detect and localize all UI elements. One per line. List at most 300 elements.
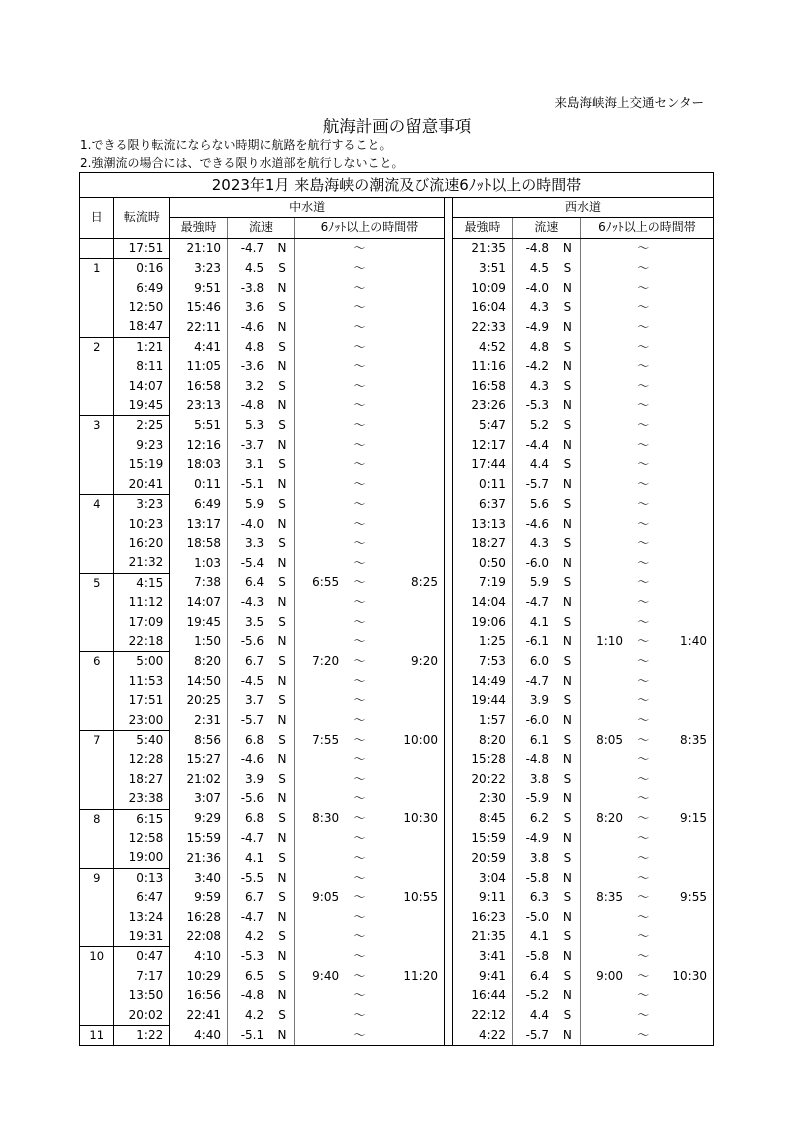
header-nakasuido: 中水道: [170, 198, 445, 218]
cell-nishi-from: [580, 848, 629, 868]
table-row: [80, 809, 714, 829]
cell-nishi-max: 6:37: [453, 495, 513, 515]
cell-nishi-tilde: ～: [637, 752, 650, 767]
cell-nishi-speed: 4.4: [529, 1007, 549, 1022]
cell-naka-tilde: ～: [353, 909, 366, 924]
cell-naka-tilde: ～: [353, 418, 366, 433]
cell-naka-from: [294, 455, 345, 474]
cell-nishi-direction: S: [555, 652, 580, 672]
cell-day: [80, 377, 114, 396]
cell-naka-max: 22:11: [170, 317, 228, 337]
cell-naka-to: [374, 475, 445, 495]
cell-nishi-max: 0:11: [453, 475, 513, 495]
cell-naka-tilde: ～: [353, 359, 366, 374]
table-row: [80, 730, 714, 750]
cell-naka-direction: S: [270, 967, 294, 986]
cell-day: [80, 691, 114, 710]
cell-nishi-from: [580, 436, 629, 455]
table-row: [80, 436, 714, 455]
cell-nishi-from: [580, 357, 629, 376]
cell-nishi-speed: 4.8: [529, 339, 549, 354]
cell-naka-tilde: ～: [353, 949, 366, 964]
cell-naka-from: [294, 279, 345, 298]
cell-naka-to: [374, 1026, 445, 1046]
cell-turn: 16:20: [114, 534, 170, 553]
cell-nishi-to: [657, 908, 713, 927]
cell-nishi-speed: 6.3: [529, 890, 549, 905]
table-row: [80, 947, 714, 967]
cell-turn: 12:28: [114, 750, 170, 769]
cell-turn: 23:38: [114, 789, 170, 809]
cell-naka-direction: N: [270, 317, 294, 337]
table-caption: 2023年1月 来島海峡の潮流及び流速6ﾉｯﾄ以上の時間帯: [80, 173, 714, 198]
cell-nishi-direction: S: [555, 730, 580, 750]
table-row: [80, 357, 714, 376]
cell-nishi-tilde: ～: [637, 595, 650, 610]
cell-nishi-direction: N: [555, 868, 580, 888]
cell-nishi-speed: -5.9: [525, 791, 549, 806]
cell-naka-to: [374, 711, 445, 731]
cell-nishi-tilde: ～: [637, 654, 650, 669]
cell-naka-max: 8:56: [170, 730, 228, 750]
cell-naka-max: 9:51: [170, 279, 228, 298]
cell-nishi-to: [657, 613, 713, 632]
cell-nishi-speed: -4.2: [525, 359, 549, 374]
cell-nishi-to: [657, 259, 713, 279]
cell-naka-speed: -5.1: [240, 476, 265, 491]
cell-day: [80, 396, 114, 416]
table-row: [80, 279, 714, 298]
cell-nishi-tilde: ～: [637, 359, 650, 374]
table-row: [80, 632, 714, 652]
cell-naka-from: [294, 868, 345, 888]
cell-nishi-speed: 4.3: [529, 300, 549, 315]
cell-naka-speed: -4.0: [240, 516, 265, 531]
cell-nishi-tilde: ～: [637, 241, 650, 256]
cell-naka-speed: 6.8: [245, 732, 265, 747]
cell-naka-to: [374, 770, 445, 789]
channel-separator: [444, 613, 452, 632]
cell-day: [80, 298, 114, 317]
cell-naka-to: [374, 927, 445, 947]
cell-nishi-tilde: ～: [637, 535, 650, 550]
cell-naka-to: [374, 515, 445, 534]
cell-nishi-speed: 3.8: [529, 771, 549, 786]
cell-naka-max: 3:07: [170, 789, 228, 809]
cell-nishi-max: 10:09: [453, 279, 513, 298]
header-turn: 転流時: [114, 198, 170, 239]
cell-naka-direction: N: [270, 515, 294, 534]
cell-turn: 18:47: [114, 317, 170, 337]
cell-nishi-from: [580, 750, 629, 769]
cell-naka-max: 8:20: [170, 652, 228, 672]
table-row: [80, 711, 714, 731]
cell-naka-max: 14:07: [170, 593, 228, 612]
cell-nishi-tilde: ～: [637, 516, 650, 531]
cell-nishi-max: 14:49: [453, 672, 513, 691]
cell-naka-to: [374, 672, 445, 691]
cell-naka-max: 23:13: [170, 396, 228, 416]
cell-naka-direction: N: [270, 357, 294, 376]
cell-nishi-tilde: ～: [637, 339, 650, 354]
cell-naka-direction: S: [270, 455, 294, 474]
table-row: [80, 377, 714, 396]
cell-naka-from: [294, 593, 345, 612]
cell-nishi-from: [580, 259, 629, 279]
cell-naka-direction: S: [270, 770, 294, 789]
cell-naka-from: 9:05: [312, 890, 340, 905]
channel-separator: [444, 711, 452, 731]
cell-nishi-tilde: ～: [637, 890, 650, 905]
cell-nishi-max: 14:04: [453, 593, 513, 612]
cell-nishi-to: [657, 515, 713, 534]
cell-naka-direction: N: [270, 789, 294, 809]
cell-turn: 2:25: [114, 416, 170, 436]
cell-nishi-max: 4:52: [453, 337, 513, 357]
cell-naka-max: 19:45: [170, 613, 228, 632]
cell-turn: 6:15: [114, 809, 170, 829]
table-row: [80, 1026, 714, 1046]
cell-nishi-from: 1:10: [596, 634, 624, 649]
table-row: [80, 238, 714, 258]
cell-nishi-direction: N: [555, 711, 580, 731]
cell-nishi-from: [580, 553, 629, 573]
cell-nishi-tilde: ～: [637, 575, 650, 590]
cell-nishi-from: [580, 593, 629, 612]
cell-naka-speed: 6.7: [245, 654, 265, 669]
cell-nishi-direction: S: [555, 613, 580, 632]
cell-nishi-to: [657, 455, 713, 474]
cell-naka-direction: S: [270, 691, 294, 710]
cell-naka-speed: -3.6: [240, 359, 265, 374]
channel-separator: [444, 377, 452, 396]
cell-nishi-speed: -5.2: [525, 988, 549, 1003]
cell-naka-max: 2:31: [170, 711, 228, 731]
channel-separator: [444, 848, 452, 868]
cell-nishi-to: [657, 986, 713, 1005]
cell-nishi-tilde: ～: [637, 968, 650, 983]
cell-naka-to: [374, 416, 445, 436]
table-row: [80, 652, 714, 672]
cell-naka-speed: -5.7: [240, 712, 265, 727]
cell-nishi-tilde: ～: [637, 555, 650, 570]
cell-day: 2: [80, 337, 114, 357]
cell-nishi-direction: N: [555, 593, 580, 612]
cell-naka-direction: N: [270, 908, 294, 927]
cell-turn: 3:23: [114, 495, 170, 515]
cell-nishi-direction: N: [555, 789, 580, 809]
cell-naka-direction: S: [270, 534, 294, 553]
cell-naka-speed: -4.3: [240, 595, 265, 610]
channel-separator: [444, 573, 452, 593]
cell-naka-to: 9:20: [411, 654, 438, 669]
cell-nishi-from: [580, 789, 629, 809]
cell-naka-max: 18:03: [170, 455, 228, 474]
cell-nishi-speed: -4.0: [525, 280, 549, 295]
cell-naka-direction: N: [270, 632, 294, 652]
cell-nishi-tilde: ～: [637, 791, 650, 806]
cell-nishi-max: 15:28: [453, 750, 513, 769]
cell-naka-speed: 3.1: [245, 457, 265, 472]
cell-nishi-from: [580, 1026, 629, 1046]
cell-naka-speed: -4.7: [240, 241, 265, 256]
cell-day: [80, 515, 114, 534]
cell-naka-from: [294, 534, 345, 553]
cell-naka-from: [294, 691, 345, 710]
cell-nishi-from: [580, 672, 629, 691]
channel-separator: [444, 1006, 452, 1026]
table-row: [80, 789, 714, 809]
cell-nishi-tilde: ～: [637, 437, 650, 452]
note-2: 2.強潮流の場合には、できる限り水道部を航行しないこと。: [80, 156, 404, 170]
cell-day: [80, 672, 114, 691]
cell-day: [80, 1006, 114, 1026]
cell-nishi-speed: -4.4: [525, 437, 549, 452]
channel-separator: [444, 809, 452, 829]
channel-separator: [444, 927, 452, 947]
cell-naka-max: 7:38: [170, 573, 228, 593]
cell-nishi-speed: 5.9: [529, 575, 549, 590]
cell-nishi-tilde: ～: [637, 280, 650, 295]
cell-nishi-speed: -5.3: [525, 398, 549, 413]
cell-day: [80, 475, 114, 495]
cell-nishi-direction: S: [555, 809, 580, 829]
cell-nishi-speed: 5.2: [529, 418, 549, 433]
cell-day: [80, 279, 114, 298]
cell-naka-max: 11:05: [170, 357, 228, 376]
cell-naka-tilde: ～: [353, 516, 366, 531]
cell-naka-speed: -3.8: [240, 280, 265, 295]
cell-nishi-to: [657, 672, 713, 691]
cell-turn: 6:47: [114, 888, 170, 907]
cell-naka-direction: N: [270, 279, 294, 298]
channel-separator: [444, 730, 452, 750]
channel-separator: [444, 632, 452, 652]
cell-nishi-from: [580, 495, 629, 515]
cell-naka-to: [374, 613, 445, 632]
cell-naka-to: [374, 848, 445, 868]
cell-naka-speed: -4.8: [240, 398, 265, 413]
cell-naka-speed: -5.3: [240, 949, 265, 964]
channel-separator: [444, 908, 452, 927]
cell-naka-tilde: ～: [353, 673, 366, 688]
cell-day: 5: [80, 573, 114, 593]
cell-nishi-max: 16:44: [453, 986, 513, 1005]
cell-naka-speed: 4.2: [245, 1007, 265, 1022]
cell-nishi-speed: 4.3: [529, 535, 549, 550]
cell-nishi-tilde: ～: [637, 929, 650, 944]
cell-nishi-direction: S: [555, 967, 580, 986]
header-nishi-over6: 6ﾉｯﾄ以上の時間帯: [580, 218, 713, 238]
cell-day: [80, 613, 114, 632]
cell-nishi-direction: N: [555, 829, 580, 848]
cell-turn: 11:12: [114, 593, 170, 612]
cell-naka-from: [294, 672, 345, 691]
cell-naka-tilde: ～: [353, 634, 366, 649]
cell-naka-to: [374, 377, 445, 396]
cell-naka-max: 1:03: [170, 553, 228, 573]
cell-naka-max: 15:59: [170, 829, 228, 848]
cell-nishi-max: 19:44: [453, 691, 513, 710]
cell-naka-tilde: ～: [353, 476, 366, 491]
cell-nishi-to: [657, 927, 713, 947]
cell-naka-max: 3:23: [170, 259, 228, 279]
cell-naka-speed: -4.5: [240, 673, 265, 688]
cell-nishi-tilde: ～: [637, 300, 650, 315]
cell-nishi-direction: N: [555, 357, 580, 376]
cell-naka-speed: 3.9: [245, 771, 265, 786]
cell-naka-max: 18:58: [170, 534, 228, 553]
cell-naka-speed: -5.6: [240, 791, 265, 806]
cell-naka-tilde: ～: [353, 339, 366, 354]
cell-naka-tilde: ～: [353, 771, 366, 786]
cell-nishi-to: [657, 416, 713, 436]
channel-separator: [444, 967, 452, 986]
cell-nishi-max: 20:59: [453, 848, 513, 868]
cell-naka-tilde: ～: [345, 1026, 373, 1046]
header-nishisuido: 西水道: [453, 198, 714, 218]
cell-nishi-to: [657, 396, 713, 416]
cell-naka-direction: N: [270, 750, 294, 769]
cell-naka-to: 10:55: [403, 890, 438, 905]
cell-nishi-to: [657, 652, 713, 672]
cell-naka-to: [374, 829, 445, 848]
cell-nishi-tilde: ～: [637, 732, 650, 747]
cell-naka-tilde: ～: [353, 850, 366, 865]
channel-separator: [444, 357, 452, 376]
cell-nishi-to: [657, 238, 713, 258]
channel-separator: [444, 829, 452, 848]
cell-naka-from: [294, 986, 345, 1005]
cell-nishi-direction: N: [555, 317, 580, 337]
cell-naka-max: 21:02: [170, 770, 228, 789]
cell-nishi-tilde: ～: [637, 476, 650, 491]
cell-nishi-max: 22:33: [453, 317, 513, 337]
cell-naka-speed: 6.8: [245, 811, 265, 826]
cell-day: 6: [80, 652, 114, 672]
header-nishi-speed: 流速: [512, 218, 580, 238]
cell-nishi-from: [580, 770, 629, 789]
cell-naka-to: [374, 436, 445, 455]
cell-naka-direction: S: [270, 927, 294, 947]
cell-naka-max: 13:17: [170, 515, 228, 534]
cell-naka-speed: -5.5: [240, 870, 265, 885]
cell-nishi-to: [657, 573, 713, 593]
table-row: [80, 553, 714, 573]
table-row: [80, 298, 714, 317]
cell-nishi-from: [580, 317, 629, 337]
cell-naka-tilde: ～: [353, 535, 366, 550]
cell-naka-to: [374, 632, 445, 652]
cell-naka-to: [374, 495, 445, 515]
cell-naka-tilde: ～: [353, 890, 366, 905]
table-row: [80, 613, 714, 632]
cell-nishi-tilde: ～: [637, 260, 650, 275]
cell-turn: 13:50: [114, 986, 170, 1005]
cell-naka-from: [294, 908, 345, 927]
cell-naka-tilde: ～: [353, 870, 366, 885]
cell-nishi-to: 10:30: [657, 967, 713, 986]
cell-day: [80, 967, 114, 986]
cell-naka-from: [294, 632, 345, 652]
cell-nishi-max: 9:11: [453, 888, 513, 907]
cell-nishi-from: [580, 279, 629, 298]
cell-naka-from: [294, 947, 345, 967]
cell-naka-speed: 4.8: [245, 339, 265, 354]
cell-naka-tilde: ～: [353, 693, 366, 708]
table-row: [80, 337, 714, 357]
table-row: [80, 986, 714, 1005]
cell-naka-to: 11:20: [403, 968, 438, 983]
cell-nishi-speed: -5.8: [525, 870, 549, 885]
cell-nishi-to: [657, 317, 713, 337]
cell-naka-to: [374, 337, 445, 357]
cell-naka-tilde: ～: [353, 260, 366, 275]
cell-day: [80, 455, 114, 474]
cell-naka-from: [294, 377, 345, 396]
cell-naka-speed: 4.1: [245, 850, 265, 865]
channel-separator: [444, 416, 452, 436]
cell-naka-max: 16:56: [170, 986, 228, 1005]
cell-turn: 15:19: [114, 455, 170, 474]
cell-nishi-speed: 4.1: [529, 614, 549, 629]
cell-naka-from: [294, 553, 345, 573]
cell-naka-direction: N: [270, 1026, 294, 1046]
cell-nishi-direction: S: [555, 848, 580, 868]
cell-nishi-to: [657, 789, 713, 809]
cell-nishi-to: [657, 553, 713, 573]
cell-turn: 19:45: [114, 396, 170, 416]
cell-nishi-max: 2:30: [453, 789, 513, 809]
cell-day: 3: [80, 416, 114, 436]
cell-naka-to: [374, 691, 445, 710]
cell-naka-tilde: ～: [353, 988, 366, 1003]
cell-nishi-to: [657, 770, 713, 789]
cell-nishi-from: 9:00: [596, 968, 624, 983]
cell-nishi-direction: S: [555, 691, 580, 710]
cell-day: [80, 711, 114, 731]
cell-nishi-direction: S: [555, 377, 580, 396]
cell-naka-tilde: ～: [353, 300, 366, 315]
cell-nishi-from: [580, 238, 629, 258]
cell-naka-direction: S: [270, 377, 294, 396]
channel-separator: [444, 750, 452, 769]
cell-nishi-tilde: ～: [629, 1026, 657, 1046]
cell-nishi-from: [580, 927, 629, 947]
table-row: [80, 515, 714, 534]
cell-naka-tilde: ～: [353, 732, 366, 747]
cell-nishi-speed: 6.0: [529, 654, 549, 669]
table-row: [80, 848, 714, 868]
cell-naka-to: [374, 750, 445, 769]
cell-day: [80, 632, 114, 652]
cell-turn: 13:24: [114, 908, 170, 927]
cell-nishi-tilde: ～: [637, 988, 650, 1003]
cell-naka-speed: -3.7: [240, 437, 265, 452]
channel-separator: [444, 317, 452, 337]
header-naka-over6: 6ﾉｯﾄ以上の時間帯: [294, 218, 444, 238]
cell-nishi-direction: S: [555, 573, 580, 593]
cell-nishi-speed: -5.0: [525, 909, 549, 924]
cell-nishi-tilde: ～: [637, 418, 650, 433]
cell-naka-from: [294, 1026, 345, 1046]
cell-nishi-direction: N: [555, 947, 580, 967]
cell-nishi-speed: -5.7: [512, 1026, 555, 1046]
cell-nishi-tilde: ～: [637, 634, 650, 649]
cell-day: 8: [80, 809, 114, 829]
cell-nishi-from: [580, 829, 629, 848]
cell-naka-to: [374, 317, 445, 337]
